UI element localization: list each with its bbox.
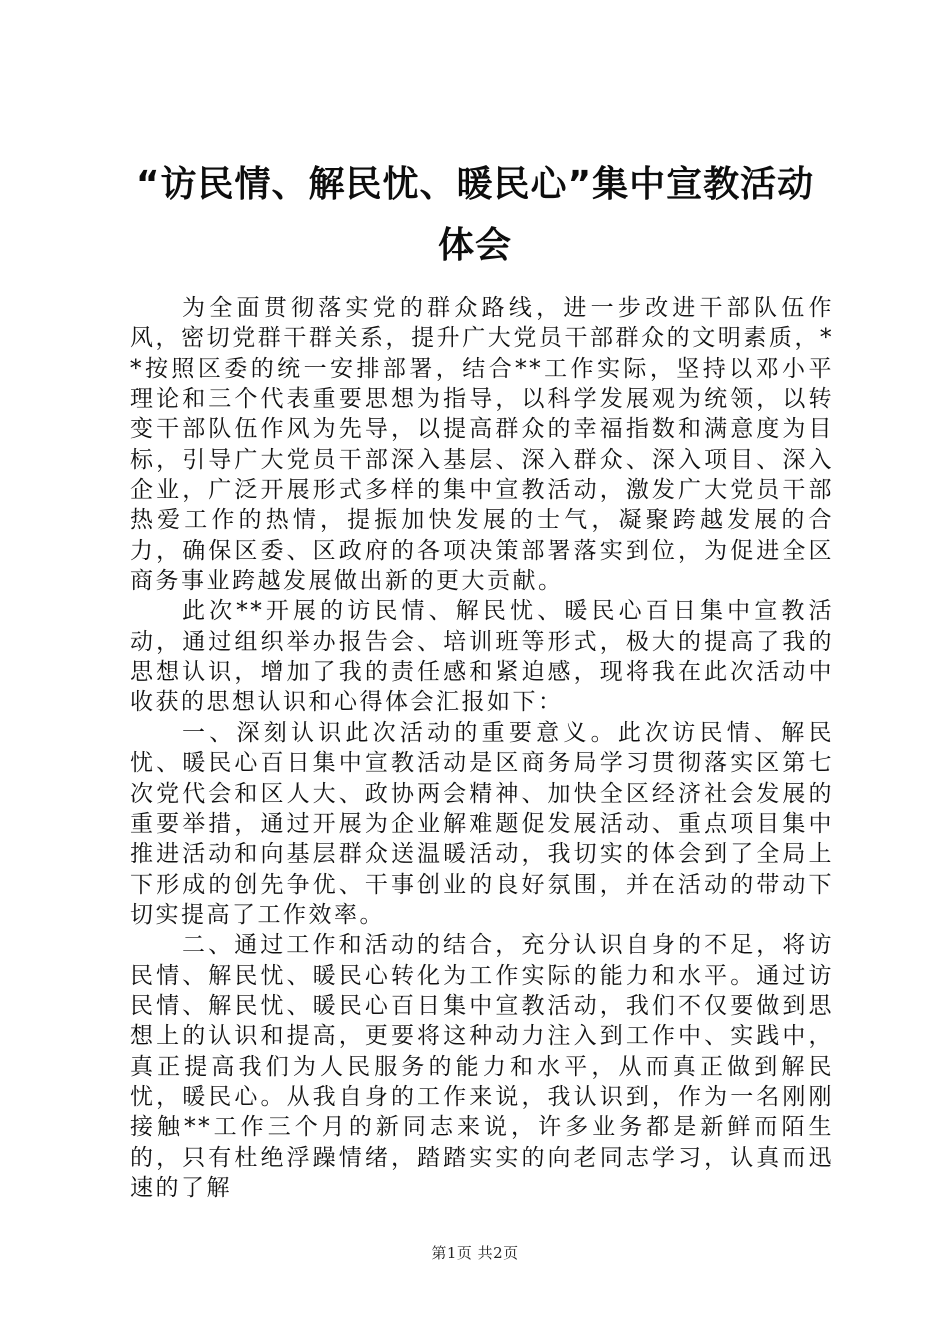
paragraph-intro: 为全面贯彻落实党的群众路线，进一步改进干部队伍作风，密切党群干群关系，提升广大党员干部群众的文明素质，**按照区委的统一安排部署，结合**工作实际，坚持以邓小平理论和三个代表重要思想为指导，以科学发展观为统领，以转变干部队伍作风为先导，以提高群众的幸福指数和满意度为目标，引导广大党员干部深入基层、深入群众、深入项目、深入企业，广泛开展形式多样的集中宣教活动，激发广大党员干部热爱工作的热情，提振加快发展的士气，凝聚跨越发展的合力，确保区委、区政府的各项决策部署落实到位，为促进全区商务事业跨越发展做出新的更大贡献。: [130, 295, 834, 595]
page-footer: 第1页 共2页: [431, 1244, 519, 1262]
paragraph-section-one: 一、深刻认识此次活动的重要意义。此次访民情、解民忧、暖民心百日集中宣教活动是区商务局学习贯彻落实区第七次党代会和区人大、政协两会精神、加快全区经济社会发展的重要举措，通过开展为企业解难题促发展活动、重点项目集中推进活动和向基层群众送温暖活动，我切实的体会到了全局上下形成的创先争优、干事创业的良好氛围，并在活动的带动下切实提高了工作效率。: [130, 719, 834, 928]
paragraph-activity-overview: 此次**开展的访民情、解民忧、暖民心百日集中宣教活动，通过组织举办报告会、培训班等形式，极大的提高了我的思想认识，增加了我的责任感和紧迫感，现将我在此次活动中收获的思想认识和心得体会汇报如下：: [130, 598, 834, 716]
document-title: “访民情、解民忧、暖民心”集中宣教活动体会: [135, 164, 815, 266]
paragraph-section-two: 二、通过工作和活动的结合，充分认识自身的不足，将访民情、解民忧、暖民心转化为工作实际的能力和水平。通过访民情、解民忧、暖民心百日集中宣教活动，我们不仅要做到思想上的认识和提高，更要将这种动力注入到工作中、实践中，真正提高我们为人民服务的能力和水平，从而真正做到解民忧，暖民心。从我自身的工作来说，我认识到，作为一名刚刚接触**工作三个月的新同志来说，许多业务都是新鲜而陌生的，只有杜绝浮躁情绪，踏踏实实的向老同志学习，认真而迅速的了解: [130, 932, 834, 1201]
document-body: [130, 293, 834, 1203]
